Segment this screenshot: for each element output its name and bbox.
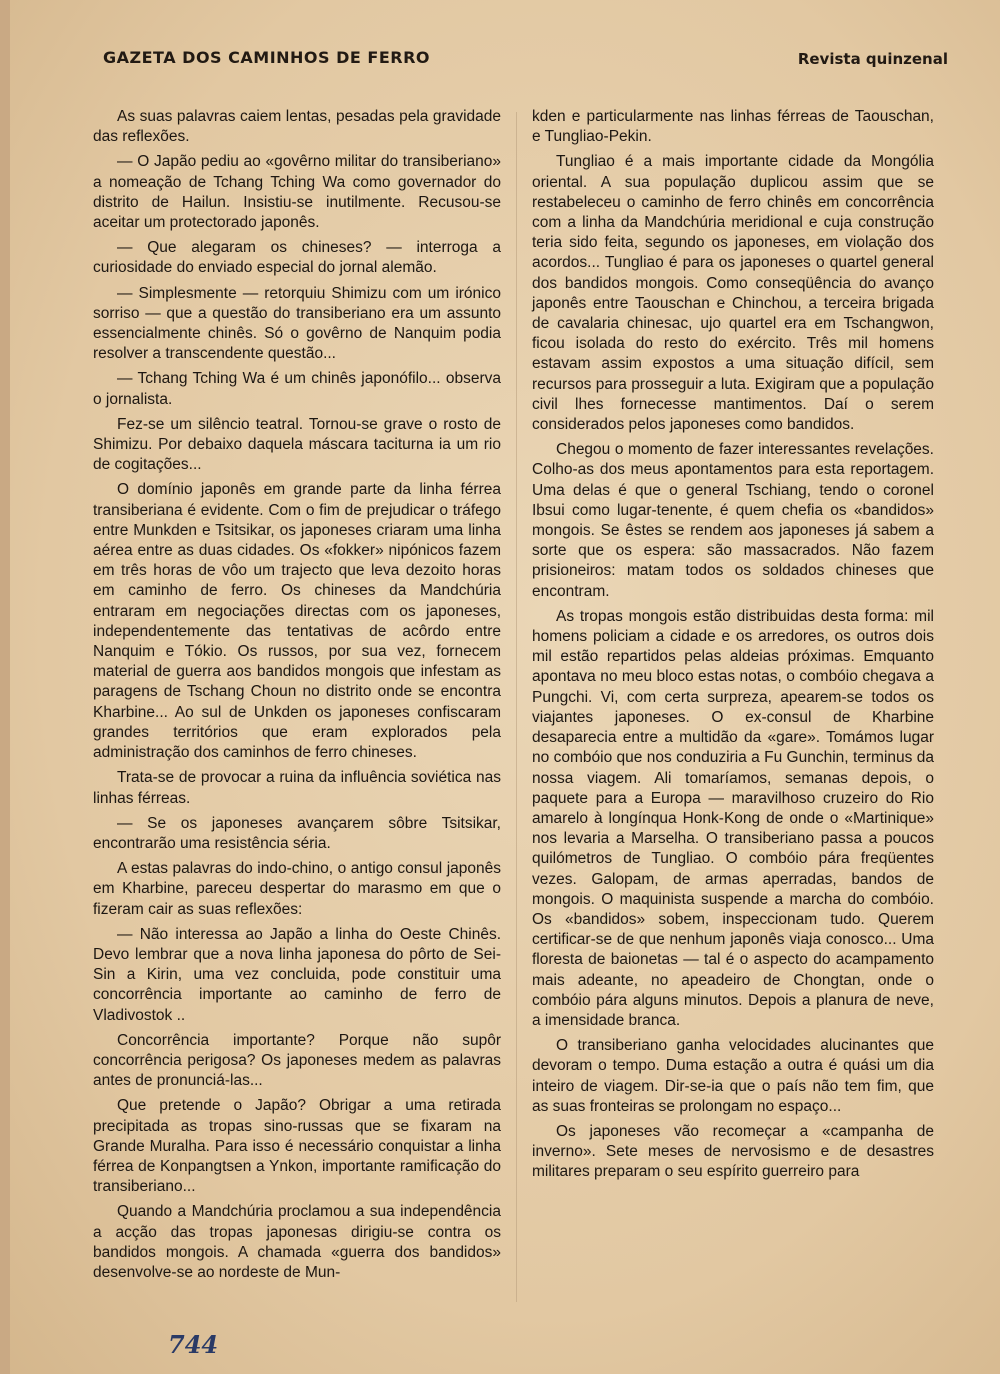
page-edge: [0, 0, 10, 1374]
page-number: 744: [168, 1330, 219, 1359]
paragraph: Tungliao é a mais importante cidade da Mongólia oriental. A sua população duplicou assim que se restabeleceu o caminho de ferro chinês em concorrência com a linha da Mandchúria meridional e cuja construção teria sido feita, segundo os japoneses, em violação dos acordos... Tungliao é para os japoneses o quartel general dos bandidos mongois. Como conseqüência do avanço japonês entre Taouschan e Chinchou, a terceira brigada de cavalaria chinesac, ujo quartel era em Tschangwon, ficou isolada do resto do exército. Três mil homens estavam assim expostos a uma situação difícil, sem recursos para prosseguir a luta. Exigiram que a população civil lhes fornecesse mantimentos. Daí o serem considerados pelos japoneses como bandidos.: [532, 153, 934, 434]
paragraph: As tropas mongois estão distribuidas desta forma: mil homens policiam a cidade e os arredores, os outros dois mil estão repartidos pelas aldeias próximas. Emquanto apontava no meu bloco estas notas, o combóio chegava a Pungchi. Vi, com certa surpreza, apearem-se todos os viajantes japoneses. O ex-consul de Kharbine desaparecia entre a multidão da «gare». Tomámos lugar no combóio que nos conduziria a Fu Gunchin, terminus da nossa viagem. Ali tomaríamos, semanas depois, o paquete para a Europa — maravilhoso cruzeiro do Rio amarelo à longínqua Honk-Kong de onde o «Martinique» nos levaria a Marselha. O transiberiano passa a poucos quilómetros de Tungliao. O combóio pára freqüentes vezes. Galopam, de armas aperradas, bandos de mongois. O maquinista suspende a marcha do combóio. Os «bandidos» sobem, inspeccionam tudo. Querem certificar-se de que nenhum japonês viaja conosco... Uma floresta de baionetas — tal é o aspecto do acampamento mais adeante, no apeadeiro de Chongtan, onde o combóio pára alguns minutos. Depois a planura de neve, a imensidade branca.: [532, 607, 934, 1029]
paragraph: Os japoneses vão recomeçar a «campanha de inverno». Sete meses de nervosismo e de desastres militares preparam o seu espírito guerreiro para: [532, 1122, 934, 1181]
paragraph: — Simplesmente — retorquiu Shimizu com um irónico sorriso — que a questão do transiberiano era um assunto essencialmente chinês. Só o govêrno de Nanquim podia resolver a transcendente questão...: [93, 284, 501, 363]
journal-title: GAZETA DOS CAMINHOS DE FERRO: [103, 48, 431, 67]
paragraph: Chegou o momento de fazer interessantes revelações. Colho-as dos meus apontamentos para esta reportagem. Uma delas é que o general Tschiang, tendo o coronel Ibsui como lugar-tenente, é quem chefia os «bandidos» mongois. Se êstes se rendem aos japoneses já sabem a sorte que os espera: são massacrados. Não fazem prisioneiros: matam todos os soldados chineses que encontram.: [532, 441, 934, 600]
paragraph: — Não interessa ao Japão a linha do Oeste Chinês. Devo lembrar que a nova linha japonesa do pôrto de Sei-Sin a Kirin, uma vez concluida, pode constituir uma concorrência importante ao caminho de ferro de Vladivostok ..: [93, 925, 501, 1024]
paragraph: A estas palavras do indo-chino, o antigo consul japonês em Kharbine, pareceu despertar do marasmo em que o fizeram cair as suas reflexões:: [93, 860, 501, 918]
right-column: [532, 107, 934, 1188]
paragraph: O transiberiano ganha velocidades alucinantes que devoram o tempo. Duma estação a outra é quási um dia inteiro de viagem. Dir-se-ia que o país não tem fim, que as suas fronteiras se prolongam no espaço...: [532, 1037, 934, 1115]
paragraph: kden e particularmente nas linhas férreas de Taouschan, e Tungliao-Pekin.: [532, 108, 934, 146]
paragraph: — Que alegaram os chineses? — interroga a curiosidade do enviado especial do jornal alemão.: [93, 239, 501, 277]
paragraph: O domínio japonês em grande parte da linha férrea transiberiana é evidente. Com o fim de prejudicar o tráfego entre Munkden e Tsitsikar, os japoneses criaram uma linha aérea entre as duas cidades. Os «fokker» nipónicos fazem em três horas de vôo um trajecto que leva dezoito horas em caminho de ferro. Os chineses da Mandchúria entraram em negociações directas com os japoneses, independentemente das tentativas de acôrdo entre Nanquim e Tókio. Os russos, por sua vez, fornecem material de guerra aos bandidos mongois que infestam as paragens de Tschang Choun no distrito onde se encontra Kharbine... Ao sul de Unkden os japoneses confiscaram grandes territórios que eram explorados pela administração dos caminhos de ferro chineses.: [93, 481, 501, 762]
paragraph: — O Japão pediu ao «govêrno militar do transiberiano» a nomeação de Tchang Tching Wa como governador do distrito de Hailun. Insistiu-se inutilmente. Recusou-se aceitar um protectorado japonês.: [93, 153, 501, 232]
paragraph: Concorrência importante? Porque não supôr concorrência perigosa? Os japoneses medem as palavras antes de pronunciá-las...: [93, 1031, 501, 1090]
paragraph: Que pretende o Japão? Obrigar a uma retirada precipitada as tropas sino-russas que se fixaram na Grande Muralha. Para isso é necessário conquistar a linha férrea de Konpangtsen a Ynkon, importante ramificação do transiberiano...: [93, 1097, 501, 1196]
left-column: [93, 107, 501, 1288]
paragraph: As suas palavras caiem lentas, pesadas pela gravidade das reflexões.: [93, 108, 501, 146]
paragraph: Trata-se de provocar a ruina da influência soviética nas linhas férreas.: [93, 769, 501, 807]
paragraph: — Tchang Tching Wa é um chinês japonófilo... observa o jornalista.: [93, 370, 501, 408]
paragraph: Fez-se um silêncio teatral. Tornou-se grave o rosto de Shimizu. Por debaixo daquela máscara taciturna ia um rio de cogitações...: [93, 415, 501, 474]
paragraph: Quando a Mandchúria proclamou a sua independência a acção das tropas japonesas dirigiu-se contra os bandidos mongois. A chamada «guerra dos bandidos» desenvolve-se ao nordeste de Mun-: [93, 1203, 501, 1281]
paragraph: — Se os japoneses avançarem sôbre Tsitsikar, encontrarão uma resistência séria.: [93, 814, 501, 852]
journal-subtitle: Revista quinzenal: [797, 50, 948, 68]
column-divider: [516, 112, 517, 1302]
